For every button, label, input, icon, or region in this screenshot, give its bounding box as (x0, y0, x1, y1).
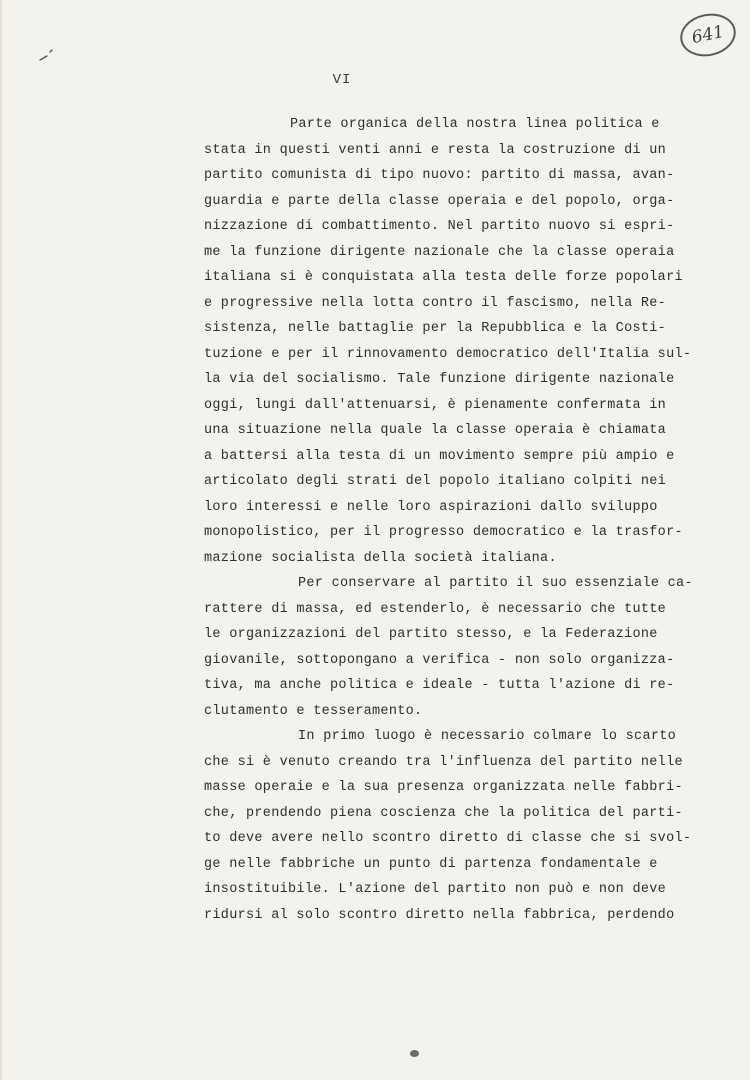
text-line: che, prendendo piena coscienza che la politica del parti- (204, 805, 683, 821)
text-line: ge nelle fabbriche un punto di partenza fondamentale e (204, 856, 658, 872)
text-line: me la funzione dirigente nazionale che la classe operaia (204, 244, 675, 260)
text-line: e progressive nella lotta contro il fascismo, nella Re- (204, 295, 667, 311)
text-line: le organizzazioni del partito stesso, e la Federazione (204, 627, 658, 642)
text-line: una situazione nella quale la classe operaia è chiamata (204, 423, 667, 438)
text-line: clutamento e tesseramento. (204, 703, 423, 719)
text-line: masse operaie e la sua presenza organizzata nelle fabbri- (204, 780, 683, 795)
text-line: tiva, ma anche politica e ideale - tutta l'azione di re- (204, 678, 675, 693)
archive-stamp-number: 641 (690, 21, 726, 49)
body-text (204, 112, 724, 928)
ink-dot (410, 1050, 419, 1057)
text-line: che si è venuto creando tra l'influenza del partito nelle (204, 754, 683, 770)
text-line: rattere di massa, ed estenderlo, è necessario che tutte (204, 601, 667, 617)
text-line: ridursi al solo scontro diretto nella fabbrica, perdendo (204, 907, 675, 923)
archive-stamp (676, 9, 740, 62)
paragraph-3 (204, 724, 724, 928)
text-line: guardia e parte della classe operaia e del popolo, orga- (204, 193, 675, 209)
text-line: monopolistico, per il progresso democratico e la trasfor- (204, 525, 683, 540)
paragraph-1 (204, 112, 724, 571)
pen-mark-icon (38, 48, 56, 62)
text-line: mazione socialista della società italiana. (204, 550, 557, 566)
paragraph-2 (204, 571, 724, 724)
text-line: Per conservare al partito il suo essenziale ca- (298, 576, 693, 591)
text-line: to deve avere nello scontro diretto di classe che si svol- (204, 831, 692, 846)
text-line: loro interessi e nelle loro aspirazioni dallo sviluppo (204, 499, 658, 515)
text-line: a battersi alla testa di un movimento sempre più ampio e (204, 448, 675, 464)
page-number: VI (332, 72, 352, 88)
text-line: sistenza, nelle battaglie per la Repubblica e la Costi- (204, 321, 667, 336)
text-line: giovanile, sottopongano a verifica - non solo organizza- (204, 652, 675, 668)
text-line: articolato degli strati del popolo italiano colpiti nei (204, 474, 667, 489)
text-line: tuzione e per il rinnovamento democratico dell'Italia sul- (204, 346, 692, 362)
text-line: oggi, lungi dall'attenuarsi, è pienamente confermata in (204, 397, 667, 413)
text-line: Parte organica della nostra linea politica e (290, 117, 660, 132)
text-line: stata in questi venti anni e resta la costruzione di un (204, 142, 667, 158)
text-line: partito comunista di tipo nuovo: partito di massa, avan- (204, 168, 675, 183)
text-line: In primo luogo è necessario colmare lo scarto (298, 729, 677, 744)
text-line: italiana si è conquistata alla testa delle forze popolari (204, 270, 683, 285)
text-line: la via del socialismo. Tale funzione dirigente nazionale (204, 372, 675, 387)
text-line: nizzazione di combattimento. Nel partito nuovo si espri- (204, 219, 675, 234)
text-line: insostituibile. L'azione del partito non può e non deve (204, 882, 667, 897)
